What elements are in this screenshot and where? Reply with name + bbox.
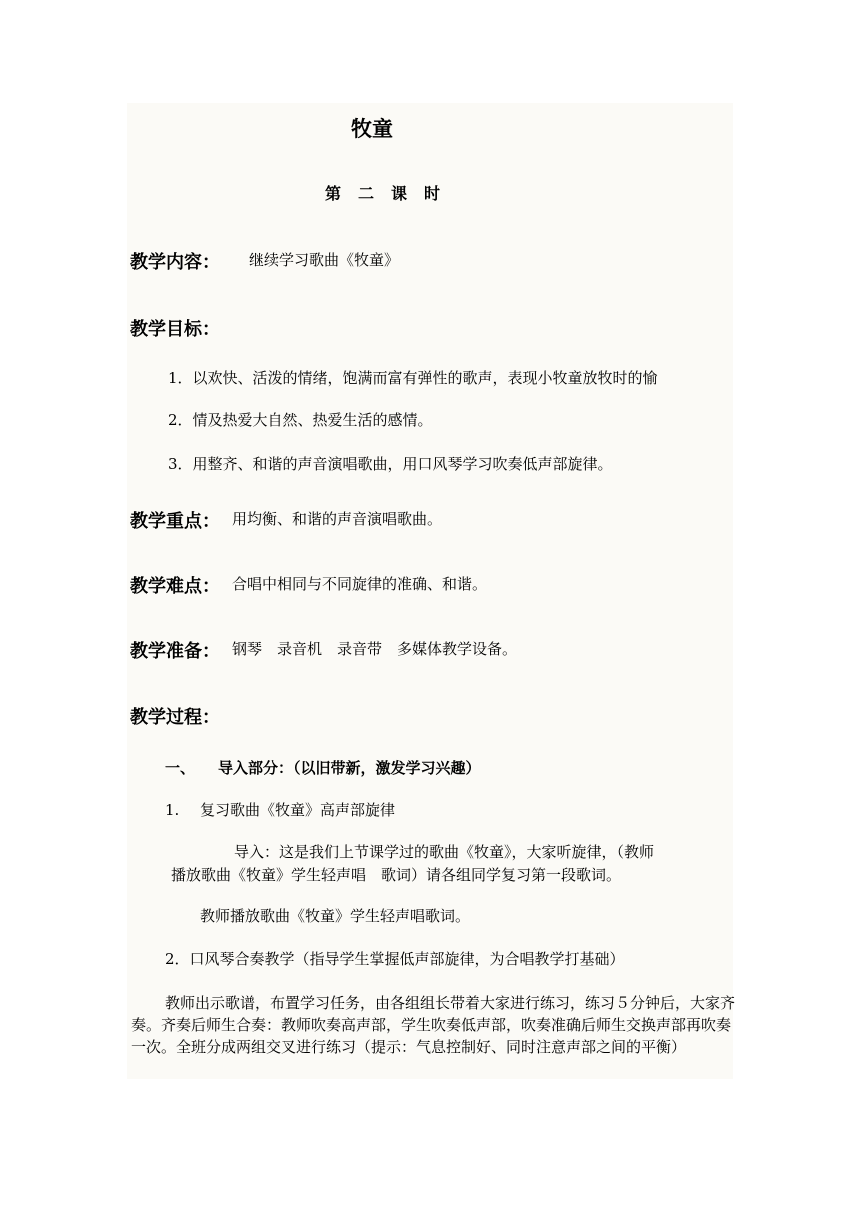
key-point-value: 用均衡、和谐的声音演唱歌曲。 bbox=[232, 510, 443, 528]
intro-line-1: 导入：这是我们上节课学过的歌曲《牧童》，大家听旋律，（教师 bbox=[234, 843, 655, 861]
teacher-play-text: 教师播放歌曲《牧童》学生轻声唱歌词。 bbox=[200, 907, 471, 925]
section1-title: 导入部分：（以旧带新，激发学习兴趣） bbox=[218, 759, 481, 777]
step1-title: 复习歌曲《牧童》高声部旋律 bbox=[200, 801, 396, 819]
key-point-label: 教学重点： bbox=[130, 511, 220, 532]
difficulty-label: 教学难点： bbox=[130, 576, 220, 597]
objectives-label: 教学目标： bbox=[130, 319, 220, 340]
step2-text: 2．口风琴合奏教学（指导学生掌握低声部旋律，为合唱教学打基础） bbox=[165, 950, 625, 968]
section1-number: 一、 bbox=[165, 759, 196, 777]
lesson-subtitle: 第二课时 bbox=[325, 184, 458, 203]
process-label: 教学过程： bbox=[130, 707, 220, 728]
content-value: 继续学习歌曲《牧童》 bbox=[249, 251, 400, 269]
intro-line-2: 播放歌曲《牧童》学生轻声唱 歌词）请各组同学复习第一段歌词。 bbox=[171, 866, 622, 884]
objective-item-3: 3．用整齐、和谐的声音演唱歌曲，用口风琴学习吹奏低声部旋律。 bbox=[168, 455, 613, 473]
step1-number: 1. bbox=[165, 801, 180, 819]
practice-paragraph: 教师出示歌谱，布置学习任务，由各组组长带着大家进行练习，练习５分钟后，大家齐奏。齐奏后师生合奏：教师吹奏高声部，学生吹奏低声部，吹奏准确后师生交换声部再吹奏一次。全班分成两组交叉进行练习（提示：气息控制好、同时注意声部之间的平衡） bbox=[131, 994, 736, 1056]
content-label: 教学内容： bbox=[130, 252, 220, 273]
document-title: 牧童 bbox=[351, 117, 393, 141]
difficulty-value: 合唱中相同与不同旋律的准确、和谐。 bbox=[232, 575, 488, 593]
preparation-value: 钢琴 录音机 录音带 多媒体教学设备。 bbox=[232, 640, 518, 658]
preparation-label: 教学准备： bbox=[130, 641, 220, 662]
objective-item-2: 2．情及热爱大自然、热爱生活的感情。 bbox=[168, 411, 433, 429]
objective-item-1: 1．以欢快、活泼的情绪，饱满而富有弹性的歌声，表现小牧童放牧时的愉 bbox=[168, 369, 658, 387]
